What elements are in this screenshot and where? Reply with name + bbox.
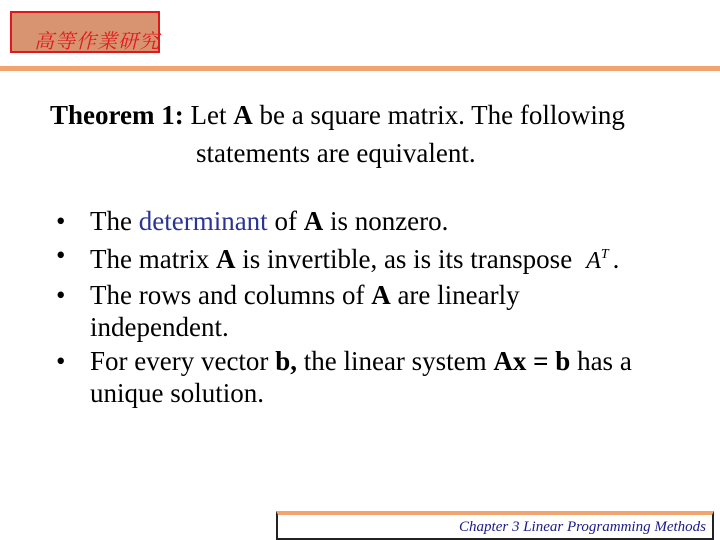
theorem-line-2: statements are equivalent. bbox=[196, 138, 476, 168]
course-badge bbox=[10, 11, 160, 53]
item3-post: are linearly bbox=[390, 280, 520, 310]
list-item bbox=[50, 279, 690, 343]
theorem-text-a: Let bbox=[190, 100, 234, 130]
item2-pre: The matrix bbox=[90, 244, 216, 274]
list-item bbox=[50, 205, 690, 237]
chapter-footer bbox=[276, 511, 714, 540]
header-divider bbox=[0, 66, 720, 71]
item1-post: is nonzero. bbox=[323, 206, 449, 236]
course-title: 高等作業研究 bbox=[34, 29, 160, 53]
bullet-icon: • bbox=[56, 280, 66, 310]
bullet-icon: • bbox=[56, 206, 66, 236]
transpose-sup: T bbox=[600, 247, 609, 262]
item4-pre: For every vector bbox=[90, 346, 276, 376]
list-item bbox=[50, 239, 690, 277]
matrix-symbol: A bbox=[303, 206, 324, 236]
bullet-icon: • bbox=[56, 346, 66, 376]
transpose-base: A bbox=[586, 248, 601, 274]
item3-pre: The rows and columns of bbox=[90, 280, 372, 310]
theorem-text-b: be a square matrix. The following bbox=[252, 100, 625, 130]
transpose-formula bbox=[586, 239, 608, 277]
item2-end: . bbox=[612, 244, 620, 274]
determinant-link[interactable]: determinant bbox=[138, 206, 268, 236]
item1-mid: of bbox=[267, 206, 304, 236]
item2-post: is invertible, as is its transpose bbox=[235, 244, 573, 274]
chapter-title: Chapter 3 Linear Programming Methods bbox=[459, 519, 706, 535]
matrix-symbol: A bbox=[215, 244, 236, 274]
item4-mid: the linear system bbox=[296, 346, 494, 376]
theorem-statement bbox=[50, 96, 690, 172]
bullet-icon: • bbox=[56, 240, 66, 270]
item3-line2: independent. bbox=[90, 312, 229, 342]
item4-post: has a bbox=[570, 346, 632, 376]
matrix-symbol: A bbox=[371, 280, 391, 310]
list-item bbox=[50, 345, 690, 409]
theorem-label: Theorem 1: bbox=[50, 100, 184, 130]
linear-system-equation: Ax = b bbox=[493, 346, 571, 376]
matrix-symbol: A bbox=[233, 100, 253, 130]
vector-symbol: b, bbox=[275, 346, 297, 376]
item1-pre: The bbox=[90, 206, 139, 236]
equivalence-list bbox=[50, 205, 690, 411]
item4-line2: unique solution. bbox=[90, 378, 264, 408]
